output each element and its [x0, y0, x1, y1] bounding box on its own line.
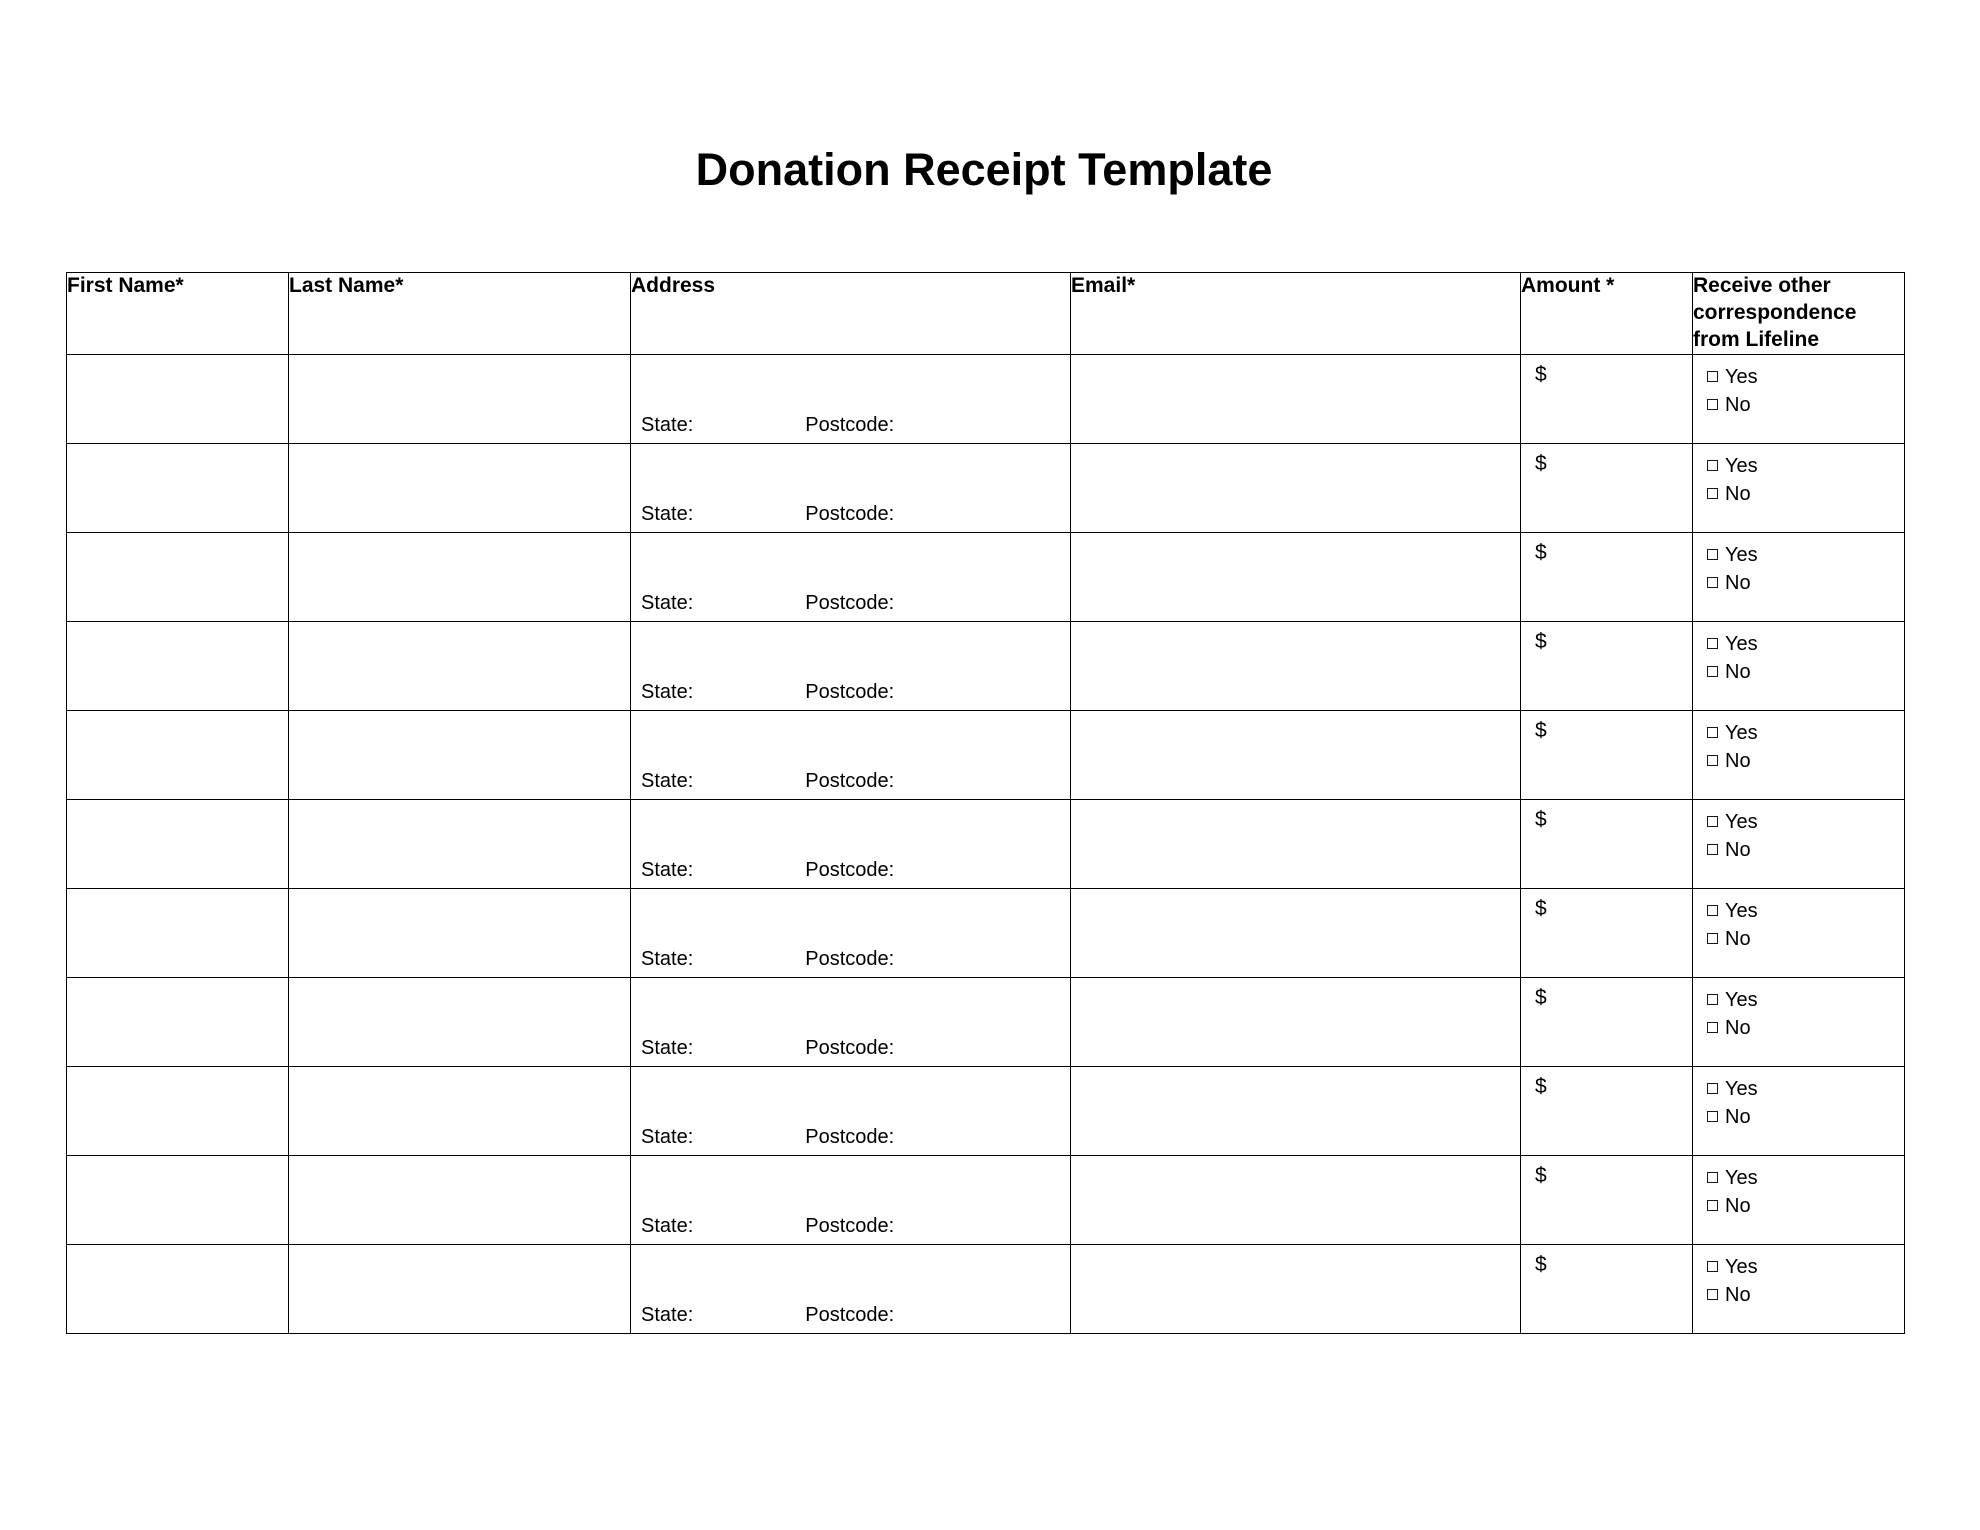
postcode-label: Postcode:: [805, 591, 895, 614]
table-row: [67, 710, 1905, 799]
cell-amount[interactable]: [1521, 532, 1693, 621]
cell-last-name[interactable]: [289, 443, 631, 532]
cell-last-name[interactable]: [289, 1066, 631, 1155]
consent-yes-label: Yes: [1725, 721, 1758, 744]
checkbox-icon[interactable]: [1707, 1172, 1718, 1183]
checkbox-icon[interactable]: [1707, 844, 1718, 855]
consent-no-label: No: [1725, 1017, 1751, 1040]
table-row: [67, 977, 1905, 1066]
email-value: [1071, 889, 1520, 909]
cell-amount[interactable]: [1521, 621, 1693, 710]
amount-field: [1521, 1067, 1692, 1099]
table-body: [67, 354, 1905, 1333]
email-value: [1071, 355, 1520, 375]
address-sub-labels: [641, 948, 894, 971]
address-sub-labels: [641, 1037, 894, 1060]
consent-options: [1693, 800, 1904, 865]
cell-last-name[interactable]: [289, 888, 631, 977]
last-name-value: [289, 1156, 630, 1176]
address-value: [631, 533, 1070, 553]
amount-field: [1521, 1156, 1692, 1188]
first-name-value: [67, 355, 288, 375]
donation-table: [66, 272, 1905, 1334]
first-name-value: [67, 444, 288, 464]
cell-first-name[interactable]: [67, 1066, 289, 1155]
checkbox-icon[interactable]: [1707, 1083, 1718, 1094]
checkbox-icon[interactable]: [1707, 488, 1718, 499]
email-value: [1071, 1245, 1520, 1265]
consent-no-label: No: [1725, 750, 1751, 773]
consent-no-option[interactable]: [1707, 925, 1904, 953]
state-label: State:: [641, 502, 694, 525]
state-label: State:: [641, 769, 694, 792]
checkbox-icon[interactable]: [1707, 816, 1718, 827]
address-value: [631, 800, 1070, 820]
cell-address[interactable]: [631, 1155, 1071, 1244]
consent-options: [1693, 444, 1904, 509]
checkbox-icon[interactable]: [1707, 1200, 1718, 1211]
postcode-label: Postcode:: [805, 680, 895, 703]
first-name-value: [67, 1156, 288, 1176]
consent-yes-option[interactable]: [1707, 363, 1904, 391]
consent-options: [1693, 1067, 1904, 1132]
cell-last-name[interactable]: [289, 1155, 631, 1244]
email-value: [1071, 978, 1520, 998]
consent-options: [1693, 622, 1904, 687]
first-name-value: [67, 533, 288, 553]
amount-field: [1521, 978, 1692, 1010]
last-name-value: [289, 533, 630, 553]
cell-last-name[interactable]: [289, 977, 631, 1066]
consent-yes-option[interactable]: [1707, 808, 1904, 836]
state-label: State:: [641, 591, 694, 614]
checkbox-icon[interactable]: [1707, 399, 1718, 410]
checkbox-icon[interactable]: [1707, 905, 1718, 916]
checkbox-icon[interactable]: [1707, 1111, 1718, 1122]
cell-email[interactable]: [1071, 621, 1521, 710]
postcode-label: Postcode:: [805, 1036, 895, 1059]
currency-symbol: $: [1535, 807, 1547, 831]
consent-yes-label: Yes: [1725, 543, 1758, 566]
consent-no-option[interactable]: [1707, 1103, 1904, 1131]
state-label: State:: [641, 1214, 694, 1237]
consent-yes-option[interactable]: [1707, 1164, 1904, 1192]
cell-receive-correspondence[interactable]: [1693, 888, 1905, 977]
cell-first-name[interactable]: [67, 532, 289, 621]
address-value: [631, 1245, 1070, 1265]
checkbox-icon[interactable]: [1707, 638, 1718, 649]
cell-amount[interactable]: [1521, 1155, 1693, 1244]
currency-symbol: $: [1535, 718, 1547, 742]
cell-address[interactable]: [631, 1066, 1071, 1155]
consent-yes-option[interactable]: [1707, 986, 1904, 1014]
address-value: [631, 355, 1070, 375]
postcode-label: Postcode:: [805, 1214, 895, 1237]
cell-last-name[interactable]: [289, 710, 631, 799]
consent-no-label: No: [1725, 483, 1751, 506]
cell-first-name[interactable]: [67, 888, 289, 977]
table-row: [67, 1155, 1905, 1244]
consent-no-label: No: [1725, 394, 1751, 417]
last-name-value: [289, 1245, 630, 1265]
cell-first-name[interactable]: [67, 1244, 289, 1333]
currency-symbol: $: [1535, 1074, 1547, 1098]
currency-symbol: $: [1535, 362, 1547, 386]
postcode-label: Postcode:: [805, 858, 895, 881]
checkbox-icon[interactable]: [1707, 933, 1718, 944]
last-name-value: [289, 800, 630, 820]
address-sub-labels: [641, 1215, 894, 1238]
cell-amount[interactable]: [1521, 799, 1693, 888]
consent-no-label: No: [1725, 1284, 1751, 1307]
table-row: [67, 1066, 1905, 1155]
cell-receive-correspondence[interactable]: [1693, 621, 1905, 710]
cell-last-name[interactable]: [289, 532, 631, 621]
consent-no-label: No: [1725, 1106, 1751, 1129]
cell-address[interactable]: [631, 532, 1071, 621]
amount-field: [1521, 444, 1692, 476]
consent-no-option[interactable]: [1707, 1192, 1904, 1220]
cell-address[interactable]: [631, 354, 1071, 443]
cell-first-name[interactable]: [67, 354, 289, 443]
cell-receive-correspondence[interactable]: [1693, 710, 1905, 799]
column-header-last-name: Last Name*: [289, 273, 631, 355]
email-value: [1071, 1067, 1520, 1087]
last-name-value: [289, 355, 630, 375]
consent-options: [1693, 711, 1904, 776]
cell-last-name[interactable]: [289, 621, 631, 710]
consent-yes-option[interactable]: [1707, 719, 1904, 747]
column-header-email: Email*: [1071, 273, 1521, 355]
consent-options: [1693, 978, 1904, 1043]
currency-symbol: $: [1535, 1252, 1547, 1276]
consent-yes-option[interactable]: [1707, 1075, 1904, 1103]
cell-first-name[interactable]: [67, 443, 289, 532]
checkbox-icon[interactable]: [1707, 755, 1718, 766]
table-row: [67, 443, 1905, 532]
checkbox-icon[interactable]: [1707, 371, 1718, 382]
amount-field: [1521, 711, 1692, 743]
page-title: [66, 144, 1902, 196]
cell-amount[interactable]: [1521, 977, 1693, 1066]
currency-symbol: $: [1535, 540, 1547, 564]
cell-address[interactable]: [631, 1244, 1071, 1333]
first-name-value: [67, 978, 288, 998]
address-value: [631, 622, 1070, 642]
postcode-label: Postcode:: [805, 502, 895, 525]
state-label: State:: [641, 947, 694, 970]
state-label: State:: [641, 413, 694, 436]
cell-receive-correspondence[interactable]: [1693, 354, 1905, 443]
email-value: [1071, 711, 1520, 731]
state-label: State:: [641, 680, 694, 703]
cell-address[interactable]: [631, 977, 1071, 1066]
currency-symbol: $: [1535, 896, 1547, 920]
column-header-amount: Amount *: [1521, 273, 1693, 355]
cell-email[interactable]: [1071, 1155, 1521, 1244]
first-name-value: [67, 889, 288, 909]
table-row: [67, 888, 1905, 977]
cell-amount[interactable]: [1521, 443, 1693, 532]
consent-yes-option[interactable]: [1707, 1253, 1904, 1281]
last-name-value: [289, 889, 630, 909]
consent-no-label: No: [1725, 661, 1751, 684]
cell-email[interactable]: [1071, 710, 1521, 799]
cell-address[interactable]: [631, 621, 1071, 710]
cell-address[interactable]: [631, 443, 1071, 532]
checkbox-icon[interactable]: [1707, 994, 1718, 1005]
postcode-label: Postcode:: [805, 947, 895, 970]
cell-email[interactable]: [1071, 799, 1521, 888]
consent-options: [1693, 1245, 1904, 1310]
table-row: [67, 621, 1905, 710]
cell-receive-correspondence[interactable]: [1693, 1155, 1905, 1244]
consent-yes-label: Yes: [1725, 988, 1758, 1011]
consent-options: [1693, 533, 1904, 598]
currency-symbol: $: [1535, 1163, 1547, 1187]
address-value: [631, 1067, 1070, 1087]
state-label: State:: [641, 1036, 694, 1059]
address-sub-labels: [641, 592, 894, 615]
first-name-value: [67, 622, 288, 642]
cell-address[interactable]: [631, 710, 1071, 799]
checkbox-icon[interactable]: [1707, 1289, 1718, 1300]
cell-first-name[interactable]: [67, 710, 289, 799]
address-sub-labels: [641, 859, 894, 882]
cell-email[interactable]: [1071, 1244, 1521, 1333]
cell-amount[interactable]: [1521, 354, 1693, 443]
cell-first-name[interactable]: [67, 621, 289, 710]
table-row: [67, 1244, 1905, 1333]
column-header-first-name: First Name*: [67, 273, 289, 355]
cell-email[interactable]: [1071, 888, 1521, 977]
address-value: [631, 1156, 1070, 1176]
checkbox-icon[interactable]: [1707, 727, 1718, 738]
consent-yes-option[interactable]: [1707, 541, 1904, 569]
cell-receive-correspondence[interactable]: [1693, 799, 1905, 888]
table-header-row: [67, 273, 1905, 355]
consent-no-option[interactable]: [1707, 1281, 1904, 1309]
table-row: [67, 532, 1905, 621]
cell-first-name[interactable]: [67, 977, 289, 1066]
postcode-label: Postcode:: [805, 1303, 895, 1326]
address-value: [631, 889, 1070, 909]
state-label: State:: [641, 1303, 694, 1326]
address-sub-labels: [641, 681, 894, 704]
consent-no-option[interactable]: [1707, 569, 1904, 597]
cell-first-name[interactable]: [67, 799, 289, 888]
consent-no-option[interactable]: [1707, 836, 1904, 864]
cell-receive-correspondence[interactable]: [1693, 532, 1905, 621]
postcode-label: Postcode:: [805, 769, 895, 792]
last-name-value: [289, 1067, 630, 1087]
column-header-address: Address: [631, 273, 1071, 355]
amount-field: [1521, 889, 1692, 921]
consent-yes-label: Yes: [1725, 1255, 1758, 1278]
state-label: State:: [641, 1125, 694, 1148]
consent-no-label: No: [1725, 1195, 1751, 1218]
consent-yes-option[interactable]: [1707, 452, 1904, 480]
email-value: [1071, 1156, 1520, 1176]
address-sub-labels: [641, 770, 894, 793]
cell-last-name[interactable]: [289, 799, 631, 888]
last-name-value: [289, 622, 630, 642]
column-header-receive-correspondence: Receive other correspondence from Lifeline: [1693, 273, 1905, 355]
cell-receive-correspondence[interactable]: [1693, 1066, 1905, 1155]
consent-no-option[interactable]: [1707, 747, 1904, 775]
address-value: [631, 444, 1070, 464]
amount-field: [1521, 1245, 1692, 1277]
address-sub-labels: [641, 414, 894, 437]
address-value: [631, 711, 1070, 731]
table-row: [67, 799, 1905, 888]
cell-amount[interactable]: [1521, 1244, 1693, 1333]
consent-options: [1693, 889, 1904, 954]
consent-yes-label: Yes: [1725, 1166, 1758, 1189]
amount-field: [1521, 800, 1692, 832]
consent-no-option[interactable]: [1707, 391, 1904, 419]
cell-amount[interactable]: [1521, 710, 1693, 799]
cell-email[interactable]: [1071, 354, 1521, 443]
cell-first-name[interactable]: [67, 1155, 289, 1244]
consent-options: [1693, 1156, 1904, 1221]
checkbox-icon[interactable]: [1707, 460, 1718, 471]
state-label: State:: [641, 858, 694, 881]
cell-last-name[interactable]: [289, 354, 631, 443]
currency-symbol: $: [1535, 985, 1547, 1009]
cell-receive-correspondence[interactable]: [1693, 977, 1905, 1066]
table-row: [67, 354, 1905, 443]
consent-yes-label: Yes: [1725, 632, 1758, 655]
address-sub-labels: [641, 1304, 894, 1327]
cell-last-name[interactable]: [289, 1244, 631, 1333]
first-name-value: [67, 1245, 288, 1265]
cell-address[interactable]: [631, 888, 1071, 977]
email-value: [1071, 533, 1520, 553]
checkbox-icon[interactable]: [1707, 1261, 1718, 1272]
amount-field: [1521, 355, 1692, 387]
postcode-label: Postcode:: [805, 1125, 895, 1148]
page-title-text: Donation Receipt Template: [695, 144, 1273, 195]
consent-options: [1693, 355, 1904, 420]
cell-receive-correspondence[interactable]: [1693, 1244, 1905, 1333]
consent-no-label: No: [1725, 928, 1751, 951]
email-value: [1071, 444, 1520, 464]
cell-email[interactable]: [1071, 1066, 1521, 1155]
consent-no-option[interactable]: [1707, 658, 1904, 686]
checkbox-icon[interactable]: [1707, 666, 1718, 677]
consent-yes-label: Yes: [1725, 454, 1758, 477]
consent-yes-label: Yes: [1725, 899, 1758, 922]
amount-field: [1521, 622, 1692, 654]
currency-symbol: $: [1535, 451, 1547, 475]
consent-yes-label: Yes: [1725, 810, 1758, 833]
email-value: [1071, 622, 1520, 642]
address-value: [631, 978, 1070, 998]
cell-email[interactable]: [1071, 977, 1521, 1066]
last-name-value: [289, 711, 630, 731]
consent-yes-label: Yes: [1725, 365, 1758, 388]
currency-symbol: $: [1535, 629, 1547, 653]
email-value: [1071, 800, 1520, 820]
cell-email[interactable]: [1071, 532, 1521, 621]
consent-yes-option[interactable]: [1707, 630, 1904, 658]
amount-field: [1521, 533, 1692, 565]
consent-no-label: No: [1725, 839, 1751, 862]
postcode-label: Postcode:: [805, 413, 895, 436]
consent-no-option[interactable]: [1707, 1014, 1904, 1042]
last-name-value: [289, 978, 630, 998]
table-header: [67, 273, 1905, 355]
cell-amount[interactable]: [1521, 888, 1693, 977]
consent-no-label: No: [1725, 572, 1751, 595]
checkbox-icon[interactable]: [1707, 549, 1718, 560]
first-name-value: [67, 711, 288, 731]
consent-yes-label: Yes: [1725, 1077, 1758, 1100]
address-sub-labels: [641, 503, 894, 526]
checkbox-icon[interactable]: [1707, 577, 1718, 588]
cell-receive-correspondence[interactable]: [1693, 443, 1905, 532]
consent-no-option[interactable]: [1707, 480, 1904, 508]
checkbox-icon[interactable]: [1707, 1022, 1718, 1033]
first-name-value: [67, 1067, 288, 1087]
cell-email[interactable]: [1071, 443, 1521, 532]
address-sub-labels: [641, 1126, 894, 1149]
first-name-value: [67, 800, 288, 820]
consent-yes-option[interactable]: [1707, 897, 1904, 925]
last-name-value: [289, 444, 630, 464]
cell-address[interactable]: [631, 799, 1071, 888]
cell-amount[interactable]: [1521, 1066, 1693, 1155]
